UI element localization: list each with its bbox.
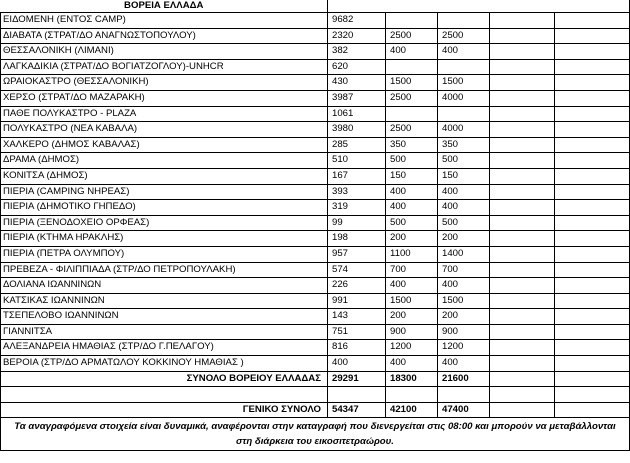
site-name: ΧΕΡΣΟ (ΣΤΡΑΤ/ΔΟ ΜΑΖΑΡΑΚΗ) [1, 90, 328, 106]
empty-cell [490, 231, 555, 247]
capacity-value: 2500 [386, 122, 438, 138]
empty-cell [490, 309, 555, 325]
empty-cell [490, 387, 555, 403]
empty-cell [555, 324, 630, 340]
site-name: ΛΑΓΚΑΔΙΚΙΑ (ΣΤΡΑΤ/ΔΟ ΒΟΓΙΑΤΖΟΓΛΟΥ)-UNHCR [1, 59, 328, 75]
capacity-value: 1200 [386, 340, 438, 356]
max-capacity-value: 500 [438, 215, 490, 231]
table-row [1, 200, 630, 216]
empty-cell [490, 13, 555, 29]
empty-cell [490, 200, 555, 216]
empty-cell [555, 106, 630, 122]
max-capacity-value: 1500 [438, 75, 490, 91]
max-capacity-value: 1400 [438, 246, 490, 262]
capacity-value: 2500 [386, 90, 438, 106]
empty-cell [490, 106, 555, 122]
table-row [1, 106, 630, 122]
grand-total-capacity: 42100 [386, 402, 438, 418]
current-count: 143 [328, 309, 386, 325]
empty-cell [555, 246, 630, 262]
empty-cell [555, 215, 630, 231]
empty-cell [490, 168, 555, 184]
empty-cell [555, 356, 630, 372]
current-count: 1061 [328, 106, 386, 122]
current-count: 198 [328, 231, 386, 247]
site-name: ΠΙΕΡΙΑ (ΔΗΜΟΤΙΚΟ ΓΗΠΕΔΟ) [1, 200, 328, 216]
site-name: ΠΙΕΡΙΑ (CAMPING ΝΗΡΕΑΣ) [1, 184, 328, 200]
max-capacity-value: 1200 [438, 340, 490, 356]
table-row [1, 262, 630, 278]
max-capacity-value: 900 [438, 324, 490, 340]
current-count: 285 [328, 137, 386, 153]
empty-cell [490, 28, 555, 44]
empty-cell [555, 402, 630, 418]
table-row [1, 153, 630, 169]
table-row [1, 340, 630, 356]
max-capacity-value [438, 13, 490, 29]
current-count: 991 [328, 293, 386, 309]
empty-cell [490, 293, 555, 309]
capacity-value: 1500 [386, 75, 438, 91]
empty-cell [490, 184, 555, 200]
site-name: ΔΙΑΒΑΤΑ (ΣΤΡΑΤ/ΔΟ ΑΝΑΓΝΩΣΤΟΠΟΥΛΟΥ) [1, 28, 328, 44]
current-count: 430 [328, 75, 386, 91]
empty-cell [555, 184, 630, 200]
table-row [1, 137, 630, 153]
capacity-value: 350 [386, 137, 438, 153]
empty-cell [490, 262, 555, 278]
table-row [1, 13, 630, 29]
capacity-value: 1500 [386, 293, 438, 309]
empty-cell [555, 28, 630, 44]
table-row [1, 309, 630, 325]
site-name: ΠΙΕΡΙΑ (ΞΕΝΟΔΟΧΕΙΟ ΟΡΦΕΑΣ) [1, 215, 328, 231]
capacity-value: 1100 [386, 246, 438, 262]
site-name: ΑΛΕΞΑΝΔΡΕΙΑ ΗΜΑΘΙΑΣ (ΣΤΡ/ΔΟ Γ.ΠΕΛΑΓΟΥ) [1, 340, 328, 356]
capacity-value: 200 [386, 231, 438, 247]
site-name: ΚΑΤΣΙΚΑΣ ΙΩΑΝΝΙΝΩΝ [1, 293, 328, 309]
empty-cell [490, 371, 555, 387]
max-capacity-value: 200 [438, 231, 490, 247]
empty-cell [490, 90, 555, 106]
empty-cell [490, 59, 555, 75]
current-count: 167 [328, 168, 386, 184]
site-name: ΚΟΝΙΤΣΑ (ΔΗΜΟΣ) [1, 168, 328, 184]
empty-cell [490, 75, 555, 91]
empty-cell [490, 356, 555, 372]
table-row [1, 293, 630, 309]
site-name: ΕΙΔΟΜΕΝΗ (ΕΝΤΟΣ CAMP) [1, 13, 328, 29]
current-count: 574 [328, 262, 386, 278]
table-row [1, 215, 630, 231]
capacity-value: 400 [386, 278, 438, 294]
current-count: 226 [328, 278, 386, 294]
empty-cell [555, 59, 630, 75]
empty-cell [555, 168, 630, 184]
current-count: 957 [328, 246, 386, 262]
capacity-value [386, 106, 438, 122]
max-capacity-value: 150 [438, 168, 490, 184]
table-row [1, 324, 630, 340]
empty-cell [555, 293, 630, 309]
empty-cell [490, 122, 555, 138]
empty-cell [555, 90, 630, 106]
max-capacity-value: 4000 [438, 90, 490, 106]
capacity-value: 700 [386, 262, 438, 278]
subtotal-row [1, 371, 630, 387]
max-capacity-value: 1500 [438, 293, 490, 309]
empty-cell [490, 44, 555, 60]
empty-cell [555, 75, 630, 91]
max-capacity-value: 700 [438, 262, 490, 278]
current-count: 382 [328, 44, 386, 60]
empty-cell [490, 402, 555, 418]
empty-cell [555, 153, 630, 169]
capacity-value: 500 [386, 153, 438, 169]
empty-cell [555, 340, 630, 356]
empty-cell [555, 137, 630, 153]
site-name: ΩΡΑΙΟΚΑΣΤΡΟ (ΘΕΣΣΑΛΟΝΙΚΗ) [1, 75, 328, 91]
capacity-value: 200 [386, 309, 438, 325]
current-count: 751 [328, 324, 386, 340]
footnote: Τα αναγραφόμενα στοιχεία είναι δυναμικά, αναφέρονται στην καταγραφή που διενεργείται στις 08:00 και μπορούν να μεταβάλλονται στη διάρκεια του εικοσιτετραώρου. [1, 418, 630, 451]
table-row [1, 278, 630, 294]
spacer-row [1, 387, 630, 403]
site-name: ΠΑΘΕ ΠΟΛΥΚΑΣΤΡΟ - PLAZA [1, 106, 328, 122]
grand-total-max: 47400 [438, 402, 490, 418]
site-name: ΠΡΕΒΕΖΑ - ΦΙΛΙΠΠΙΑΔΑ (ΣΤΡ/ΔΟ ΠΕΤΡΟΠΟΥΛΑΚΗ) [1, 262, 328, 278]
table-row [1, 246, 630, 262]
current-count: 2320 [328, 28, 386, 44]
capacity-value: 2500 [386, 28, 438, 44]
site-name: ΠΙΕΡΙΑ (ΠΕΤΡΑ ΟΛΥΜΠΟΥ) [1, 246, 328, 262]
section-header-row [1, 0, 630, 13]
empty-cell [490, 340, 555, 356]
max-capacity-value: 4000 [438, 122, 490, 138]
current-count: 3980 [328, 122, 386, 138]
max-capacity-value: 400 [438, 278, 490, 294]
empty-cell [555, 44, 630, 60]
max-capacity-value: 200 [438, 309, 490, 325]
capacity-value: 400 [386, 200, 438, 216]
empty-cell [555, 13, 630, 29]
empty-cell [555, 231, 630, 247]
capacity-value [386, 13, 438, 29]
table-row [1, 59, 630, 75]
capacity-value: 900 [386, 324, 438, 340]
table-row [1, 122, 630, 138]
empty-cell [490, 153, 555, 169]
subtotal-label: ΣΥΝΟΛΟ ΒΟΡΕΙΟΥ ΕΛΛΑΔΑΣ [1, 371, 328, 387]
site-name: ΠΟΛΥΚΑΣΤΡΟ (ΝΕΑ ΚΑΒΑΛΑ) [1, 122, 328, 138]
max-capacity-value [438, 59, 490, 75]
current-count: 3987 [328, 90, 386, 106]
current-count: 510 [328, 153, 386, 169]
empty-cell [490, 278, 555, 294]
max-capacity-value: 350 [438, 137, 490, 153]
grand-total-label: ΓΕΝΙΚΟ ΣΥΝΟΛΟ [1, 402, 328, 418]
empty-cell [555, 387, 630, 403]
current-count: 620 [328, 59, 386, 75]
site-name: ΤΣΕΠΕΛΟΒΟ ΙΩΑΝΝΙΝΩΝ [1, 309, 328, 325]
capacity-value: 500 [386, 215, 438, 231]
table-row [1, 28, 630, 44]
footnote-row [1, 418, 630, 451]
max-capacity-value: 500 [438, 153, 490, 169]
subtotal-max: 21600 [438, 371, 490, 387]
current-count: 319 [328, 200, 386, 216]
current-count: 9682 [328, 13, 386, 29]
site-name: ΠΙΕΡΙΑ (ΚΤΗΜΑ ΗΡΑΚΛΗΣ) [1, 231, 328, 247]
table-row [1, 75, 630, 91]
empty-cell [555, 309, 630, 325]
site-name: ΓΙΑΝΝΙΤΣΑ [1, 324, 328, 340]
empty-cell [490, 215, 555, 231]
capacity-value: 150 [386, 168, 438, 184]
table-row [1, 184, 630, 200]
max-capacity-value: 400 [438, 44, 490, 60]
capacity-value: 400 [386, 356, 438, 372]
capacity-value: 400 [386, 184, 438, 200]
capacity-value [386, 59, 438, 75]
max-capacity-value: 400 [438, 356, 490, 372]
site-name: ΧΑΛΚΕΡΟ (ΔΗΜΟΣ ΚΑΒΑΛΑΣ) [1, 137, 328, 153]
current-count: 393 [328, 184, 386, 200]
table-row [1, 90, 630, 106]
table-row [1, 44, 630, 60]
empty-cell [490, 137, 555, 153]
empty-cell [438, 387, 490, 403]
current-count: 816 [328, 340, 386, 356]
table-row [1, 356, 630, 372]
grand-total-current: 54347 [328, 402, 386, 418]
grand-total-row [1, 402, 630, 418]
site-name: ΒΕΡΟΙΑ (ΣΤΡ/ΔΟ ΑΡΜΑΤΩΛΟΥ ΚΟΚΚΙΝΟΥ ΗΜΑΘΙΑΣ ) [1, 356, 328, 372]
table-row [1, 231, 630, 247]
table-row [1, 168, 630, 184]
empty-cell [555, 371, 630, 387]
site-name: ΘΕΣΣΑΛΟΝΙΚΗ (ΛΙΜΑΝΙ) [1, 44, 328, 60]
section-title: ΒΟΡΕΙΑ ΕΛΛΑΔΑ [1, 0, 328, 13]
max-capacity-value: 400 [438, 200, 490, 216]
max-capacity-value: 2500 [438, 28, 490, 44]
empty-cell [490, 246, 555, 262]
empty-cell [555, 262, 630, 278]
capacity-value: 400 [386, 44, 438, 60]
empty-cell [328, 387, 386, 403]
current-count: 99 [328, 215, 386, 231]
max-capacity-value: 400 [438, 184, 490, 200]
current-count: 400 [328, 356, 386, 372]
empty-cell [555, 278, 630, 294]
empty-cell [490, 324, 555, 340]
site-name: ΔΟΛΙΑΝΑ ΙΩΑΝΝΙΝΩΝ [1, 278, 328, 294]
subtotal-capacity: 18300 [386, 371, 438, 387]
empty-cell [386, 387, 438, 403]
subtotal-current: 29291 [328, 371, 386, 387]
empty-cell [555, 122, 630, 138]
site-name: ΔΡΑΜΑ (ΔΗΜΟΣ) [1, 153, 328, 169]
max-capacity-value [438, 106, 490, 122]
empty-cell [555, 200, 630, 216]
empty-cell [1, 387, 328, 403]
